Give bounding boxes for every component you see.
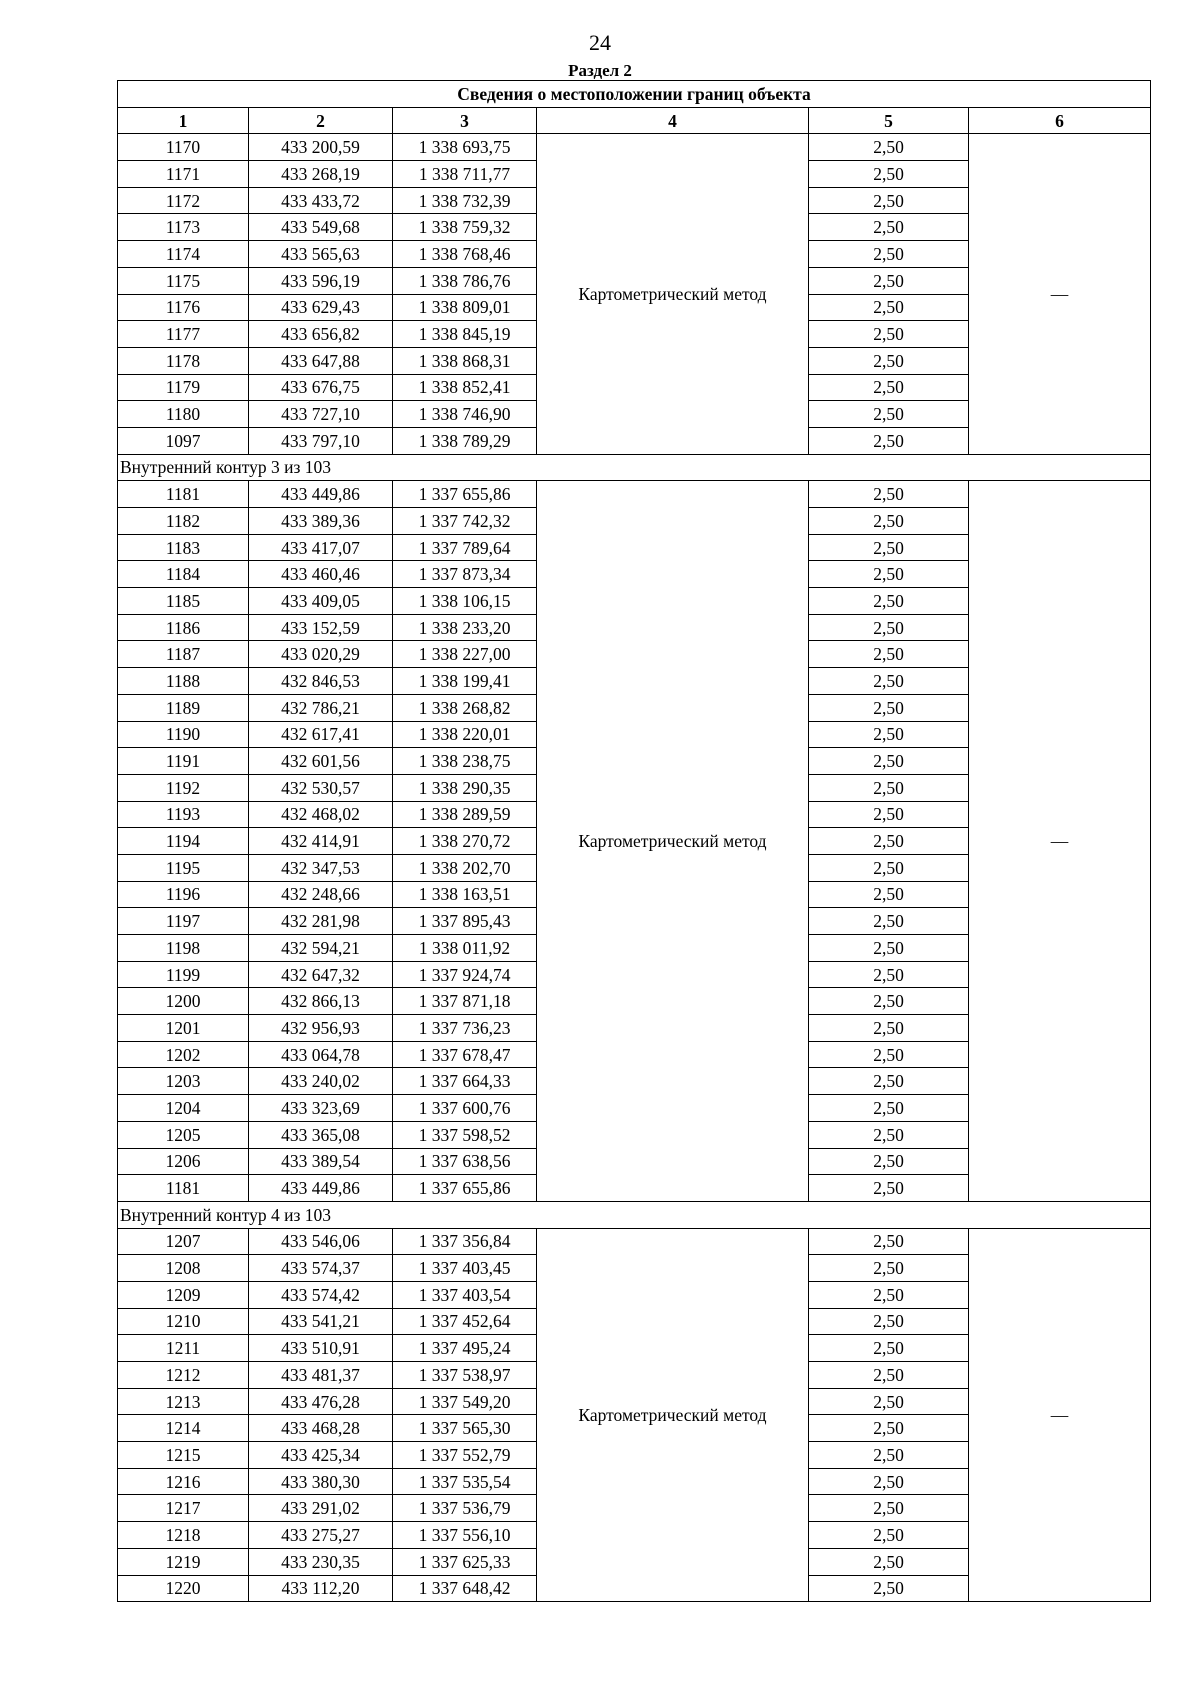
y-coordinate-cell: 1 337 565,30 (393, 1415, 537, 1442)
y-coordinate-cell: 1 337 403,54 (393, 1281, 537, 1308)
x-coordinate-cell: 433 596,19 (249, 267, 393, 294)
point-number-cell: 1183 (118, 534, 249, 561)
x-coordinate-cell: 433 510,91 (249, 1335, 393, 1362)
accuracy-cell: 2,50 (809, 641, 969, 668)
accuracy-cell: 2,50 (809, 214, 969, 241)
accuracy-cell: 2,50 (809, 774, 969, 801)
y-coordinate-cell: 1 337 625,33 (393, 1548, 537, 1575)
x-coordinate-cell: 432 846,53 (249, 668, 393, 695)
table-title: Сведения о местоположении границ объекта (118, 81, 1151, 108)
accuracy-cell: 2,50 (809, 1308, 969, 1335)
y-coordinate-cell: 1 338 268,82 (393, 694, 537, 721)
accuracy-cell: 2,50 (809, 294, 969, 321)
x-coordinate-cell: 433 727,10 (249, 401, 393, 428)
accuracy-cell: 2,50 (809, 1121, 969, 1148)
point-number-cell: 1199 (118, 961, 249, 988)
table-title-row (118, 81, 1151, 108)
accuracy-cell: 2,50 (809, 881, 969, 908)
table-row (118, 134, 1151, 161)
accuracy-cell: 2,50 (809, 1442, 969, 1469)
x-coordinate-cell: 432 414,91 (249, 828, 393, 855)
point-number-cell: 1206 (118, 1148, 249, 1175)
x-coordinate-cell: 433 425,34 (249, 1442, 393, 1469)
y-coordinate-cell: 1 338 845,19 (393, 321, 537, 348)
column-header-row (118, 107, 1151, 134)
accuracy-cell: 2,50 (809, 1362, 969, 1389)
y-coordinate-cell: 1 338 202,70 (393, 854, 537, 881)
column-header: 2 (249, 107, 393, 134)
contour-header-row (118, 454, 1151, 481)
point-number-cell: 1176 (118, 294, 249, 321)
y-coordinate-cell: 1 338 011,92 (393, 935, 537, 962)
y-coordinate-cell: 1 338 106,15 (393, 588, 537, 615)
x-coordinate-cell: 432 468,02 (249, 801, 393, 828)
y-coordinate-cell: 1 338 789,29 (393, 427, 537, 454)
y-coordinate-cell: 1 337 549,20 (393, 1388, 537, 1415)
accuracy-cell: 2,50 (809, 508, 969, 535)
accuracy-cell: 2,50 (809, 374, 969, 401)
table-row (118, 481, 1151, 508)
y-coordinate-cell: 1 338 732,39 (393, 187, 537, 214)
point-number-cell: 1216 (118, 1468, 249, 1495)
x-coordinate-cell: 433 565,63 (249, 241, 393, 268)
accuracy-cell: 2,50 (809, 1015, 969, 1042)
point-number-cell: 1173 (118, 214, 249, 241)
column-header: 1 (118, 107, 249, 134)
y-coordinate-cell: 1 337 655,86 (393, 1175, 537, 1202)
point-number-cell: 1208 (118, 1255, 249, 1282)
column-6-cell: — (969, 481, 1151, 1202)
point-number-cell: 1188 (118, 668, 249, 695)
x-coordinate-cell: 433 380,30 (249, 1468, 393, 1495)
point-number-cell: 1184 (118, 561, 249, 588)
accuracy-cell: 2,50 (809, 614, 969, 641)
x-coordinate-cell: 432 647,32 (249, 961, 393, 988)
point-number-cell: 1185 (118, 588, 249, 615)
accuracy-cell: 2,50 (809, 854, 969, 881)
x-coordinate-cell: 433 389,36 (249, 508, 393, 535)
y-coordinate-cell: 1 338 711,77 (393, 161, 537, 188)
accuracy-cell: 2,50 (809, 534, 969, 561)
point-number-cell: 1217 (118, 1495, 249, 1522)
y-coordinate-cell: 1 337 536,79 (393, 1495, 537, 1522)
method-cell: Картометрический метод (537, 1228, 809, 1602)
x-coordinate-cell: 433 275,27 (249, 1522, 393, 1549)
method-cell: Картометрический метод (537, 481, 809, 1202)
point-number-cell: 1214 (118, 1415, 249, 1442)
x-coordinate-cell: 433 230,35 (249, 1548, 393, 1575)
boundary-table (117, 80, 1151, 1602)
point-number-cell: 1211 (118, 1335, 249, 1362)
section-label: Раздел 2 (568, 61, 632, 80)
point-number-cell: 1210 (118, 1308, 249, 1335)
accuracy-cell: 2,50 (809, 721, 969, 748)
x-coordinate-cell: 433 433,72 (249, 187, 393, 214)
table-row (118, 1228, 1151, 1255)
accuracy-cell: 2,50 (809, 588, 969, 615)
accuracy-cell: 2,50 (809, 427, 969, 454)
x-coordinate-cell: 433 476,28 (249, 1388, 393, 1415)
column-6-cell: — (969, 134, 1151, 454)
y-coordinate-cell: 1 338 220,01 (393, 721, 537, 748)
accuracy-cell: 2,50 (809, 267, 969, 294)
y-coordinate-cell: 1 337 742,32 (393, 508, 537, 535)
x-coordinate-cell: 432 866,13 (249, 988, 393, 1015)
accuracy-cell: 2,50 (809, 1548, 969, 1575)
y-coordinate-cell: 1 337 789,64 (393, 534, 537, 561)
point-number-cell: 1175 (118, 267, 249, 294)
point-number-cell: 1198 (118, 935, 249, 962)
point-number-cell: 1097 (118, 427, 249, 454)
y-coordinate-cell: 1 337 648,42 (393, 1575, 537, 1602)
y-coordinate-cell: 1 338 163,51 (393, 881, 537, 908)
column-6-cell: — (969, 1228, 1151, 1602)
accuracy-cell: 2,50 (809, 1415, 969, 1442)
x-coordinate-cell: 433 541,21 (249, 1308, 393, 1335)
x-coordinate-cell: 433 449,86 (249, 1175, 393, 1202)
y-coordinate-cell: 1 338 233,20 (393, 614, 537, 641)
x-coordinate-cell: 433 797,10 (249, 427, 393, 454)
accuracy-cell: 2,50 (809, 988, 969, 1015)
accuracy-cell: 2,50 (809, 908, 969, 935)
accuracy-cell: 2,50 (809, 561, 969, 588)
x-coordinate-cell: 432 347,53 (249, 854, 393, 881)
y-coordinate-cell: 1 338 227,00 (393, 641, 537, 668)
point-number-cell: 1200 (118, 988, 249, 1015)
x-coordinate-cell: 433 647,88 (249, 347, 393, 374)
point-number-cell: 1178 (118, 347, 249, 374)
x-coordinate-cell: 433 629,43 (249, 294, 393, 321)
y-coordinate-cell: 1 337 924,74 (393, 961, 537, 988)
point-number-cell: 1182 (118, 508, 249, 535)
column-header: 6 (969, 107, 1151, 134)
point-number-cell: 1191 (118, 748, 249, 775)
x-coordinate-cell: 432 594,21 (249, 935, 393, 962)
accuracy-cell: 2,50 (809, 828, 969, 855)
point-number-cell: 1189 (118, 694, 249, 721)
column-header: 4 (537, 107, 809, 134)
accuracy-cell: 2,50 (809, 1468, 969, 1495)
x-coordinate-cell: 433 460,46 (249, 561, 393, 588)
y-coordinate-cell: 1 337 600,76 (393, 1095, 537, 1122)
y-coordinate-cell: 1 337 678,47 (393, 1041, 537, 1068)
y-coordinate-cell: 1 337 356,84 (393, 1228, 537, 1255)
contour-label: Внутренний контур 4 из 103 (118, 1201, 1151, 1228)
column-header: 5 (809, 107, 969, 134)
accuracy-cell: 2,50 (809, 1335, 969, 1362)
point-number-cell: 1180 (118, 401, 249, 428)
accuracy-cell: 2,50 (809, 1281, 969, 1308)
accuracy-cell: 2,50 (809, 481, 969, 508)
x-coordinate-cell: 433 323,69 (249, 1095, 393, 1122)
y-coordinate-cell: 1 337 538,97 (393, 1362, 537, 1389)
y-coordinate-cell: 1 337 403,45 (393, 1255, 537, 1282)
x-coordinate-cell: 433 656,82 (249, 321, 393, 348)
point-number-cell: 1177 (118, 321, 249, 348)
y-coordinate-cell: 1 338 199,41 (393, 668, 537, 695)
point-number-cell: 1213 (118, 1388, 249, 1415)
accuracy-cell: 2,50 (809, 1522, 969, 1549)
y-coordinate-cell: 1 337 638,56 (393, 1148, 537, 1175)
method-cell: Картометрический метод (537, 134, 809, 454)
point-number-cell: 1190 (118, 721, 249, 748)
point-number-cell: 1205 (118, 1121, 249, 1148)
accuracy-cell: 2,50 (809, 1255, 969, 1282)
y-coordinate-cell: 1 337 655,86 (393, 481, 537, 508)
point-number-cell: 1212 (118, 1362, 249, 1389)
y-coordinate-cell: 1 338 852,41 (393, 374, 537, 401)
y-coordinate-cell: 1 337 552,79 (393, 1442, 537, 1469)
x-coordinate-cell: 432 617,41 (249, 721, 393, 748)
y-coordinate-cell: 1 337 664,33 (393, 1068, 537, 1095)
point-number-cell: 1181 (118, 481, 249, 508)
point-number-cell: 1187 (118, 641, 249, 668)
accuracy-cell: 2,50 (809, 401, 969, 428)
point-number-cell: 1209 (118, 1281, 249, 1308)
y-coordinate-cell: 1 338 289,59 (393, 801, 537, 828)
y-coordinate-cell: 1 337 495,24 (393, 1335, 537, 1362)
point-number-cell: 1171 (118, 161, 249, 188)
x-coordinate-cell: 433 112,20 (249, 1575, 393, 1602)
accuracy-cell: 2,50 (809, 1388, 969, 1415)
x-coordinate-cell: 433 417,07 (249, 534, 393, 561)
contour-header-row (118, 1201, 1151, 1228)
y-coordinate-cell: 1 338 759,32 (393, 214, 537, 241)
y-coordinate-cell: 1 337 736,23 (393, 1015, 537, 1042)
x-coordinate-cell: 433 481,37 (249, 1362, 393, 1389)
x-coordinate-cell: 432 601,56 (249, 748, 393, 775)
y-coordinate-cell: 1 338 238,75 (393, 748, 537, 775)
x-coordinate-cell: 433 064,78 (249, 1041, 393, 1068)
accuracy-cell: 2,50 (809, 935, 969, 962)
point-number-cell: 1215 (118, 1442, 249, 1469)
accuracy-cell: 2,50 (809, 961, 969, 988)
y-coordinate-cell: 1 337 598,52 (393, 1121, 537, 1148)
y-coordinate-cell: 1 338 746,90 (393, 401, 537, 428)
point-number-cell: 1201 (118, 1015, 249, 1042)
point-number-cell: 1170 (118, 134, 249, 161)
accuracy-cell: 2,50 (809, 1175, 969, 1202)
point-number-cell: 1204 (118, 1095, 249, 1122)
x-coordinate-cell: 433 676,75 (249, 374, 393, 401)
point-number-cell: 1179 (118, 374, 249, 401)
accuracy-cell: 2,50 (809, 187, 969, 214)
accuracy-cell: 2,50 (809, 1095, 969, 1122)
y-coordinate-cell: 1 338 786,76 (393, 267, 537, 294)
y-coordinate-cell: 1 338 809,01 (393, 294, 537, 321)
x-coordinate-cell: 432 248,66 (249, 881, 393, 908)
point-number-cell: 1193 (118, 801, 249, 828)
x-coordinate-cell: 433 240,02 (249, 1068, 393, 1095)
x-coordinate-cell: 432 956,93 (249, 1015, 393, 1042)
contour-label: Внутренний контур 3 из 103 (118, 454, 1151, 481)
point-number-cell: 1192 (118, 774, 249, 801)
point-number-cell: 1195 (118, 854, 249, 881)
y-coordinate-cell: 1 337 873,34 (393, 561, 537, 588)
point-number-cell: 1220 (118, 1575, 249, 1602)
y-coordinate-cell: 1 337 895,43 (393, 908, 537, 935)
accuracy-cell: 2,50 (809, 1148, 969, 1175)
column-header: 3 (393, 107, 537, 134)
accuracy-cell: 2,50 (809, 241, 969, 268)
x-coordinate-cell: 433 268,19 (249, 161, 393, 188)
y-coordinate-cell: 1 337 871,18 (393, 988, 537, 1015)
boundary-table-body (118, 81, 1151, 1602)
y-coordinate-cell: 1 337 535,54 (393, 1468, 537, 1495)
x-coordinate-cell: 433 200,59 (249, 134, 393, 161)
x-coordinate-cell: 432 530,57 (249, 774, 393, 801)
point-number-cell: 1202 (118, 1041, 249, 1068)
y-coordinate-cell: 1 338 693,75 (393, 134, 537, 161)
x-coordinate-cell: 433 546,06 (249, 1228, 393, 1255)
point-number-cell: 1207 (118, 1228, 249, 1255)
y-coordinate-cell: 1 337 556,10 (393, 1522, 537, 1549)
point-number-cell: 1186 (118, 614, 249, 641)
y-coordinate-cell: 1 338 768,46 (393, 241, 537, 268)
x-coordinate-cell: 432 786,21 (249, 694, 393, 721)
point-number-cell: 1196 (118, 881, 249, 908)
x-coordinate-cell: 433 449,86 (249, 481, 393, 508)
point-number-cell: 1203 (118, 1068, 249, 1095)
point-number-cell: 1181 (118, 1175, 249, 1202)
accuracy-cell: 2,50 (809, 161, 969, 188)
accuracy-cell: 2,50 (809, 694, 969, 721)
x-coordinate-cell: 432 281,98 (249, 908, 393, 935)
point-number-cell: 1194 (118, 828, 249, 855)
x-coordinate-cell: 433 291,02 (249, 1495, 393, 1522)
x-coordinate-cell: 433 574,42 (249, 1281, 393, 1308)
accuracy-cell: 2,50 (809, 1068, 969, 1095)
y-coordinate-cell: 1 337 452,64 (393, 1308, 537, 1335)
x-coordinate-cell: 433 152,59 (249, 614, 393, 641)
point-number-cell: 1197 (118, 908, 249, 935)
point-number-cell: 1219 (118, 1548, 249, 1575)
x-coordinate-cell: 433 574,37 (249, 1255, 393, 1282)
x-coordinate-cell: 433 409,05 (249, 588, 393, 615)
page-number: 24 (589, 30, 611, 55)
accuracy-cell: 2,50 (809, 1228, 969, 1255)
accuracy-cell: 2,50 (809, 134, 969, 161)
accuracy-cell: 2,50 (809, 1575, 969, 1602)
x-coordinate-cell: 433 365,08 (249, 1121, 393, 1148)
y-coordinate-cell: 1 338 270,72 (393, 828, 537, 855)
accuracy-cell: 2,50 (809, 1495, 969, 1522)
x-coordinate-cell: 433 389,54 (249, 1148, 393, 1175)
x-coordinate-cell: 433 468,28 (249, 1415, 393, 1442)
x-coordinate-cell: 433 549,68 (249, 214, 393, 241)
point-number-cell: 1174 (118, 241, 249, 268)
accuracy-cell: 2,50 (809, 321, 969, 348)
accuracy-cell: 2,50 (809, 1041, 969, 1068)
point-number-cell: 1218 (118, 1522, 249, 1549)
y-coordinate-cell: 1 338 290,35 (393, 774, 537, 801)
accuracy-cell: 2,50 (809, 347, 969, 374)
accuracy-cell: 2,50 (809, 801, 969, 828)
x-coordinate-cell: 433 020,29 (249, 641, 393, 668)
accuracy-cell: 2,50 (809, 668, 969, 695)
accuracy-cell: 2,50 (809, 748, 969, 775)
point-number-cell: 1172 (118, 187, 249, 214)
y-coordinate-cell: 1 338 868,31 (393, 347, 537, 374)
